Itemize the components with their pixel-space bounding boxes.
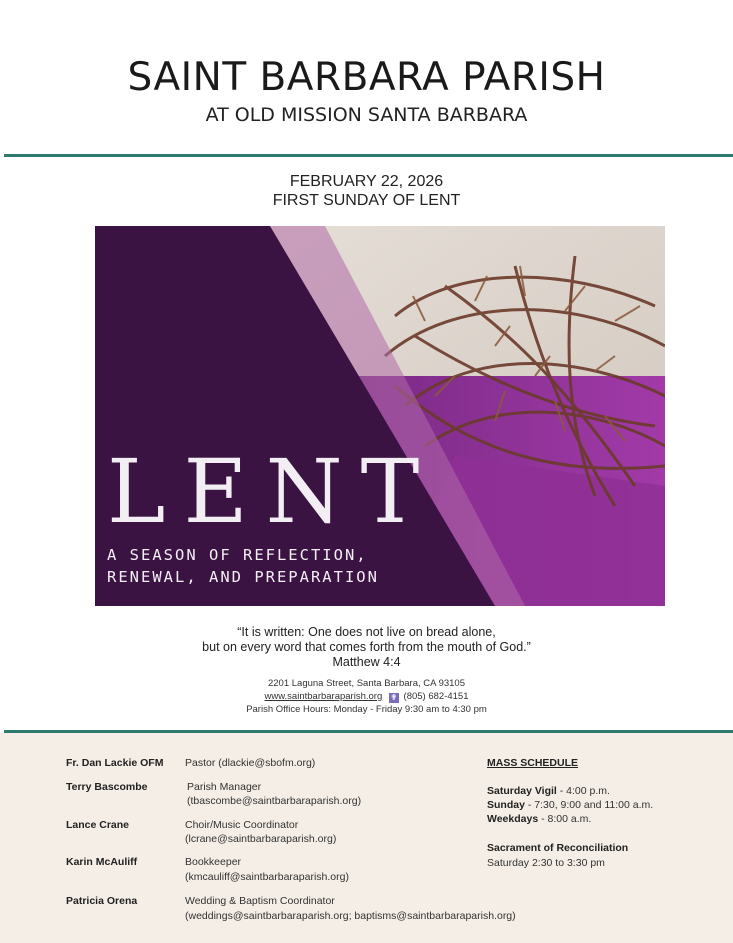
parish-subtitle: AT OLD MISSION SANTA BARBARA bbox=[205, 104, 528, 126]
website-link[interactable]: www.saintbarbaraparish.org bbox=[264, 691, 383, 702]
lent-banner-image bbox=[95, 226, 665, 606]
staff-name: Lance Crane bbox=[66, 819, 130, 831]
parish-address: 2201 Laguna Street, Santa Barbara, CA 93105 bbox=[267, 678, 465, 689]
parish-title: SAINT BARBARA PARISH bbox=[127, 55, 606, 100]
saturday-vigil-line bbox=[487, 785, 610, 797]
staff-role: Bookkeeper bbox=[185, 856, 242, 868]
staff-email: (kmcauliff@saintbarbaraparish.org) bbox=[185, 871, 349, 883]
saturday-vigil-time: - 4:00 p.m. bbox=[556, 785, 610, 797]
saturday-vigil-label: Saturday Vigil bbox=[487, 785, 557, 797]
staff-role: Pastor (dlackie@sbofm.org) bbox=[185, 757, 316, 769]
staff-name: Patricia Orena bbox=[66, 895, 138, 907]
staff-name: Terry Bascombe bbox=[66, 781, 148, 793]
scripture-quote-line-2: but on every word that comes forth from the mouth of God.” bbox=[202, 640, 531, 654]
staff-email: (lcrane@saintbarbaraparish.org) bbox=[185, 833, 337, 845]
lent-tagline-line-2: RENEWAL, AND PREPARATION bbox=[107, 568, 379, 586]
reconciliation-time: Saturday 2:30 to 3:30 pm bbox=[487, 857, 605, 869]
reconciliation-heading bbox=[487, 842, 628, 854]
bulletin-date: FEBRUARY 22, 2026 bbox=[289, 173, 444, 190]
staff-email: (weddings@saintbarbaraparish.org; baptisms@saintbarbaraparish.org) bbox=[185, 910, 516, 922]
staff-role: Parish Manager bbox=[187, 781, 262, 793]
weekdays-time: - 8:00 a.m. bbox=[538, 813, 592, 825]
reconciliation-label: Sacrament of Reconciliation bbox=[487, 842, 629, 854]
top-divider bbox=[4, 154, 733, 157]
staff-role: Wedding & Baptism Coordinator bbox=[185, 895, 335, 907]
sunday-time: - 7:30, 9:00 and 11:00 a.m. bbox=[524, 799, 654, 811]
lent-title: LENT bbox=[107, 440, 438, 543]
contact-line bbox=[0, 691, 733, 703]
weekdays-line bbox=[487, 813, 591, 825]
scripture-quote-line-1: “It is written: One does not live on bread alone, bbox=[237, 625, 496, 639]
phone-number: (805) 682-4151 bbox=[403, 691, 469, 702]
liturgical-occasion: FIRST SUNDAY OF LENT bbox=[272, 192, 461, 209]
phone-icon: ✟ bbox=[390, 693, 398, 702]
lent-tagline-line-1: A SEASON OF REFLECTION, bbox=[107, 546, 368, 564]
scripture-citation: Matthew 4:4 bbox=[332, 655, 401, 669]
sunday-line bbox=[487, 799, 653, 811]
sunday-label: Sunday bbox=[487, 799, 525, 811]
staff-name: Karin McAuliff bbox=[66, 856, 138, 868]
mass-schedule-heading: MASS SCHEDULE bbox=[487, 757, 579, 769]
office-hours: Parish Office Hours: Monday - Friday 9:30 am to 4:30 pm bbox=[246, 704, 487, 715]
staff-role: Choir/Music Coordinator bbox=[185, 819, 299, 831]
staff-name: Fr. Dan Lackie OFM bbox=[66, 757, 164, 769]
weekdays-label: Weekdays bbox=[487, 813, 539, 825]
staff-email: (tbascombe@saintbarbaraparish.org) bbox=[187, 795, 362, 807]
